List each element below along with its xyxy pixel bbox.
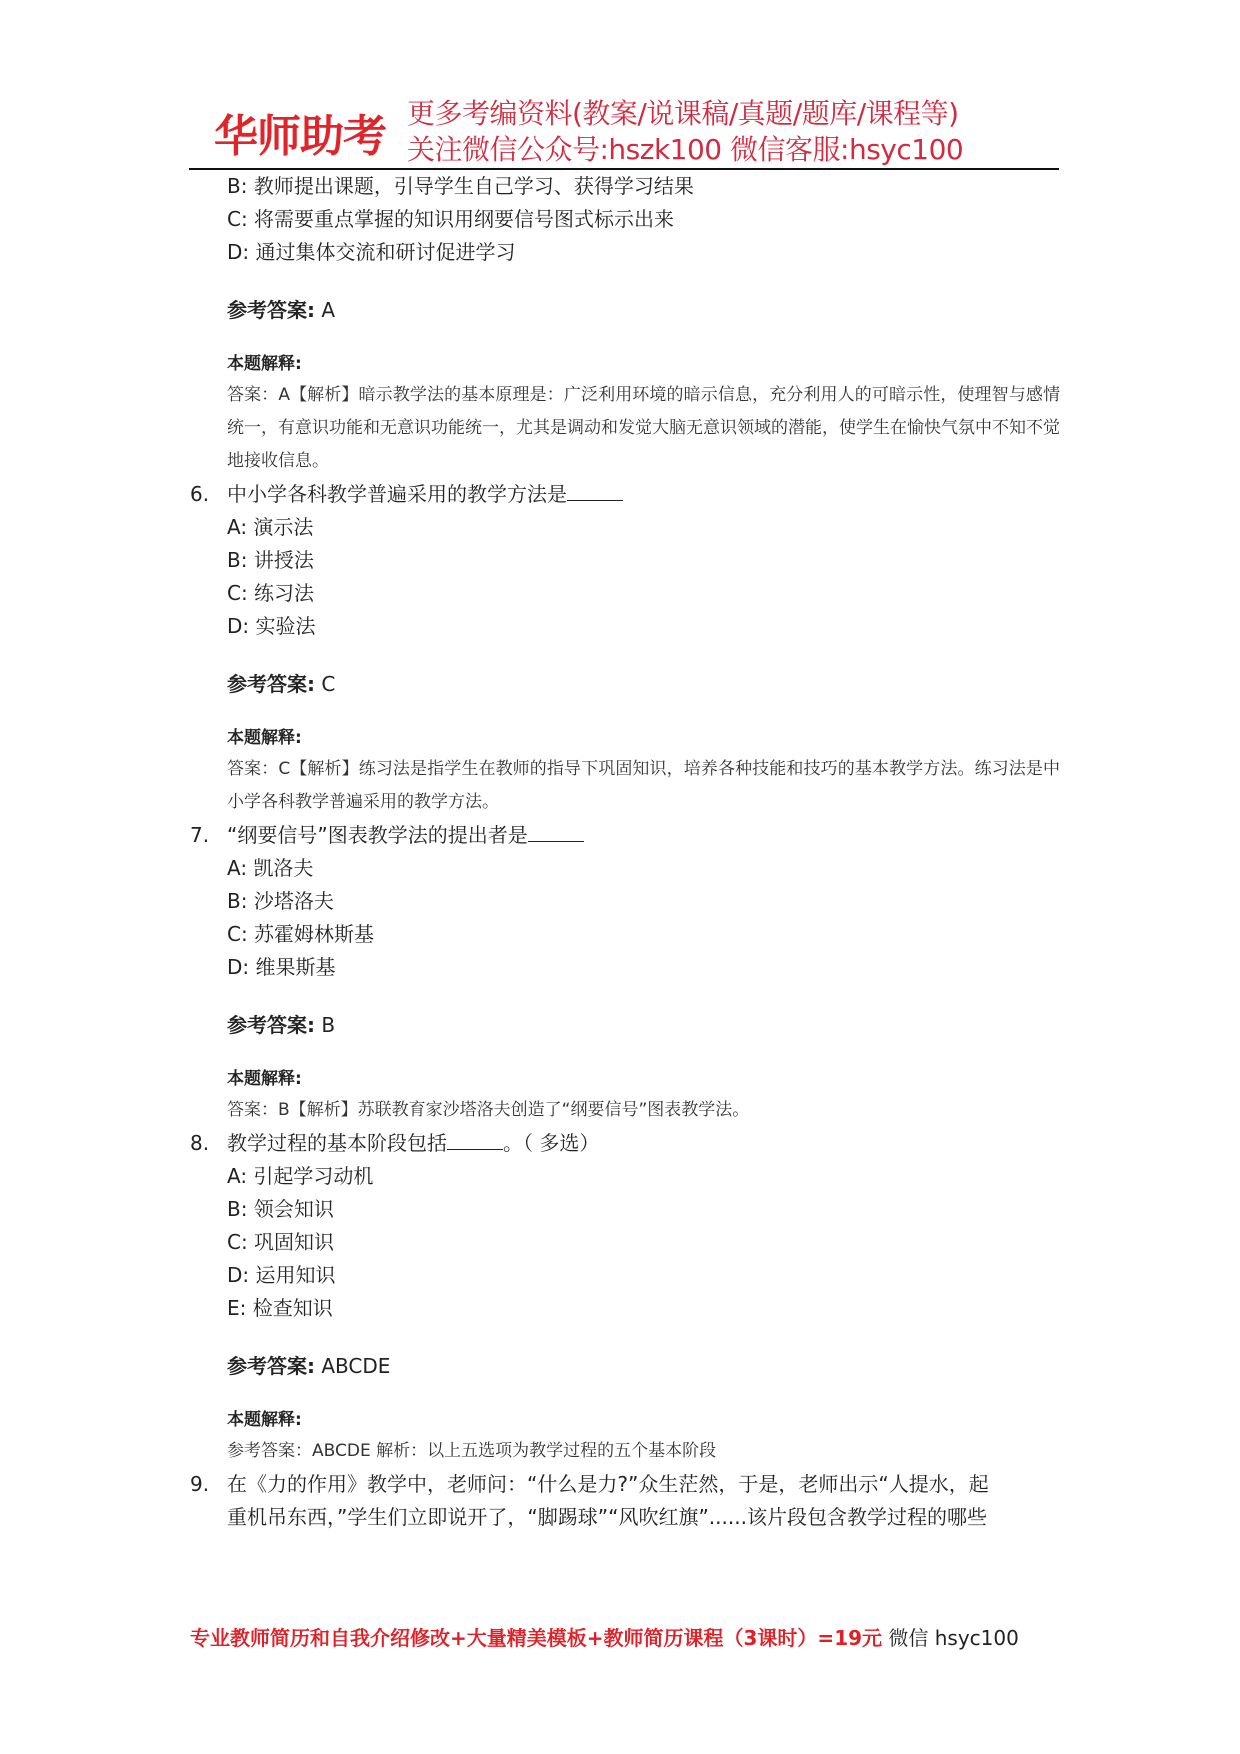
answer-label: 参考答案: [227, 1354, 315, 1378]
option-c: C: 将需要重点掌握的知识用纲要信号图式标示出来 [227, 207, 675, 231]
question-8 [190, 1127, 1060, 1468]
explanation-text: 答案：C【解析】练习法是指学生在教师的指导下巩固知识，培养各种技能和技巧的基本教学方法。练习法是中小学各科教学普遍采用的教学方法。 [227, 759, 1060, 812]
question-stem [190, 819, 1060, 852]
question-stem [190, 1468, 1060, 1501]
stem-text: “纲要信号”图表教学法的提出者是 [227, 823, 528, 847]
footer-promo: 专业教师简历和自我介绍修改+大量精美模板+教师简历课程（3课时）=19元 [190, 1626, 883, 1650]
option-d: D: 实验法 [227, 614, 316, 638]
question-stem [190, 478, 1060, 511]
stem-tail: 。（ 多选） [503, 1131, 600, 1155]
option-a: A: 引起学习动机 [227, 1164, 374, 1188]
option-c: C: 巩固知识 [227, 1230, 335, 1254]
option-c: C: 苏霍姆林斯基 [227, 922, 375, 946]
question-7 [190, 819, 1060, 1127]
explanation-title: 本题解释: [227, 1410, 302, 1430]
explanation-title: 本题解释: [227, 1069, 302, 1089]
question-number: 8. [190, 1131, 210, 1155]
question-stem [190, 1127, 1060, 1160]
question-number: 6. [190, 482, 210, 506]
fill-blank [528, 823, 584, 842]
answer-value: ABCDE [321, 1354, 391, 1378]
reference-answer [190, 1009, 1060, 1042]
option-e: E: 检查知识 [227, 1296, 333, 1320]
fill-blank [567, 482, 623, 501]
answer-value: C [321, 672, 336, 696]
option-b: B: 讲授法 [227, 548, 314, 572]
option-c: C: 练习法 [227, 581, 315, 605]
reference-answer [190, 668, 1060, 701]
explanation-text: 答案：B【解析】苏联教育家沙塔洛夫创造了“纲要信号”图表教学法。 [227, 1100, 750, 1120]
option-b: B: 领会知识 [227, 1197, 334, 1221]
page-header [189, 82, 1059, 170]
option-a: A: 凯洛夫 [227, 856, 314, 880]
stem-text: 教学过程的基本阶段包括 [227, 1131, 447, 1155]
stem-text-line1: 在《力的作用》教学中，老师问：“什么是力?”众生茫然，于是，老师出示“人提水，起 [227, 1472, 989, 1496]
question-9 [190, 1468, 1060, 1534]
question-content [190, 170, 1060, 1534]
explanation-text: 参考答案：ABCDE 解析：以上五选项为教学过程的五个基本阶段 [227, 1441, 717, 1461]
option-b: B: 教师提出课题，引导学生自己学习、获得学习结果 [227, 174, 694, 198]
option-d: D: 通过集体交流和研讨促进学习 [227, 240, 516, 264]
option-a: A: 演示法 [227, 515, 314, 539]
question-number: 7. [190, 823, 210, 847]
footer-contact: 微信 hsyc100 [888, 1626, 1019, 1650]
header-promo-line2: 关注微信公众号:hszk100 微信客服:hsyc100 [407, 133, 964, 166]
question-5 [190, 170, 1060, 478]
explanation-text: 答案：A【解析】暗示教学法的基本原理是：广泛利用环境的暗示信息，充分利用人的可暗示性，使理智与感情统一，有意识功能和无意识功能统一，尤其是调动和发觉大脑无意识领域的潜能，使学生在愉快气氛中不知不觉地接收信息。 [227, 385, 1060, 471]
page-footer [190, 1622, 1019, 1651]
option-b: B: 沙塔洛夫 [227, 889, 334, 913]
answer-label: 参考答案: [227, 298, 315, 322]
brand-logo: 华师助考 [214, 111, 386, 162]
fill-blank [447, 1131, 503, 1150]
question-6 [190, 478, 1060, 819]
header-promo-line1: 更多考编资料(教案/说课稿/真题/题库/课程等) [407, 97, 959, 130]
explanation-title: 本题解释: [227, 354, 302, 374]
answer-label: 参考答案: [227, 1013, 315, 1037]
answer-label: 参考答案: [227, 672, 315, 696]
reference-answer [190, 294, 1060, 327]
answer-value: A [321, 298, 336, 322]
option-d: D: 维果斯基 [227, 955, 336, 979]
question-number: 9. [190, 1472, 210, 1496]
stem-text: 中小学各科教学普遍采用的教学方法是 [227, 482, 567, 506]
explanation-title: 本题解释: [227, 728, 302, 748]
option-d: D: 运用知识 [227, 1263, 336, 1287]
reference-answer [190, 1350, 1060, 1383]
stem-text-line2: 重机吊东西，”学生们立即说开了，“脚踢球”“风吹红旗”......该片段包含教学过程的哪些 [227, 1505, 987, 1529]
answer-value: B [321, 1013, 336, 1037]
